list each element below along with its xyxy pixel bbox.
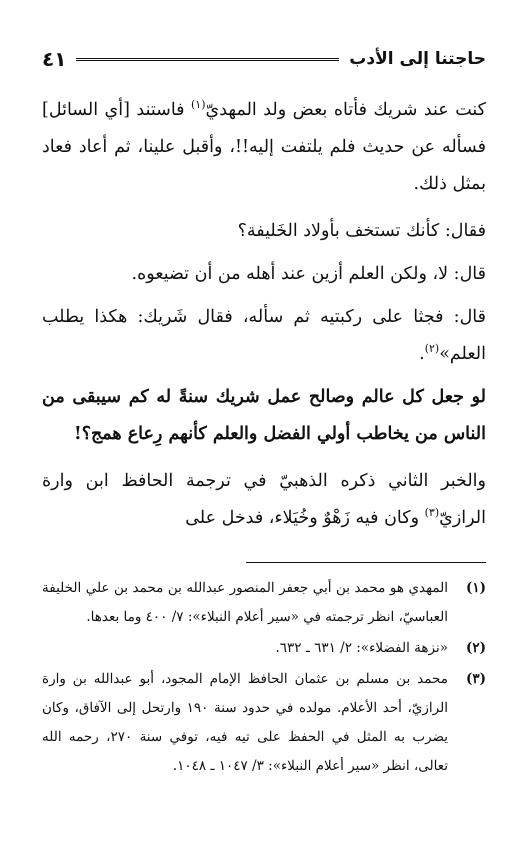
paragraph-5: لو جعل كل عالم وصالح عمل شريك سنةً له كم سيبقى من الناس من يخاطب أولي الفضل والعلم كأنهم رِعاع همج؟! [42,387,486,444]
footnote-number: (٢) [465,640,486,656]
paragraph-3: قال: لا، ولكن العلم أزين عند أهله من أن تضيعوه. [131,264,486,284]
footnotes [42,574,486,783]
footnote-text: المهدي هو محمد بن أبي جعفر المنصور عبدالله بن محمد بن علي الخليفة العباسيّ، انظر ترجمته في «سير أعلام النبلاء»: ٧/ ٤٠٠ وما بعدها. [42,580,448,625]
page-number: ٤١ [42,47,67,71]
footnote-text: «نزهة الفضلاء»: ٢/ ٦٣١ ـ ٦٣٢. [275,640,448,656]
footnote-ref-1: (١) [190,98,206,112]
paragraph-4-end: . [419,344,425,364]
header-rule [76,58,339,61]
paragraph-6 [42,463,486,537]
paragraph-6-text: والخبر الثاني ذكره الذهبيّ في ترجمة الحافظ ابن وارة الرازيّ [42,471,486,528]
footnote-ref-2: (٢) [424,342,440,356]
footnote-number: (١) [465,580,486,596]
paragraph-1-text: كنت عند شريك فأتاه بعض ولد المهديّ [205,100,486,120]
paragraph-1 [42,92,486,203]
footnote [42,634,486,663]
footnote [42,574,486,632]
paragraph-6-rest: وكان فيه زَهْوٌ وخُيَلاء، فدخل على [185,508,425,528]
paragraph-4-text: قال: فجثا على ركبتيه ثم سأله، فقال شَريك: هكذا يطلب العلم» [42,307,486,364]
footnote-number: (٣) [465,671,486,687]
running-title: حاجتنا إلى الأدب [349,49,486,69]
running-header [42,44,486,74]
footnote-text: محمد بن مسلم بن عثمان الحافظ الإمام المجود، أبو عبدالله بن وارة الرازيّ، أحد الأعلام. مولده في حدود سنة ١٩٠ وارتحل إلى الآفاق، وكان يضرب به المثل في الحفظ على تيه فيه، توفي سنة ٢٧٠، رحمه الله تعالى، انظر «سير أعلام النبلاء»: ٣/ ١٠٤٧ ـ ١٠٤٨. [42,671,449,774]
main-text [42,92,486,547]
paragraph-2: فقال: كأنك تستخف بأولاد الخَليفة؟ [237,221,486,241]
footnote-ref-3: (٣) [424,506,440,520]
paragraph-1-rest: فاستند [أي السائل] فسأله عن حديث فلم يلتفت إليه!!، وأقبل علينا، ثم أعاد فعاد بمثل ذلك. [42,100,486,194]
paragraph-4 [42,299,486,373]
footnote [42,665,486,781]
footnote-separator [246,562,486,563]
